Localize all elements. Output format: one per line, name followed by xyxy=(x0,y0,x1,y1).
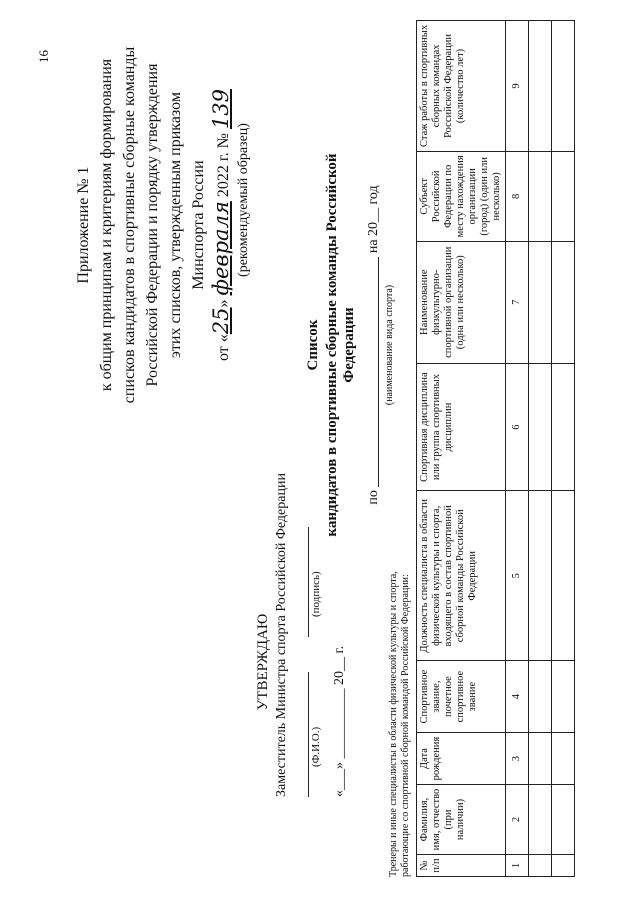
number-cell: 2 xyxy=(506,785,529,855)
sport-prefix: по xyxy=(366,490,381,505)
number-cell: 9 xyxy=(506,21,529,152)
header-cell: № п/п xyxy=(417,855,506,877)
signature-label: (подпись) xyxy=(310,571,322,617)
table-cell xyxy=(529,363,552,491)
table-cell xyxy=(529,241,552,363)
table-number-row xyxy=(506,21,529,877)
table-cell xyxy=(552,733,575,785)
approve-date: «___» __________ 20__ г. xyxy=(332,645,347,797)
sport-blank xyxy=(378,257,379,487)
table-cell xyxy=(529,785,552,855)
table-row xyxy=(529,21,552,877)
table-cell xyxy=(529,21,552,152)
title-line1: Список xyxy=(305,319,321,371)
appendix-line: списков кандидатов в спортивные сборные команды xyxy=(121,46,138,404)
header-cell: Фамилия, имя, отчество (при наличии) xyxy=(417,785,506,855)
header-cell: Должность специалиста в области физической культуры и спорта, входящего в состав спортивной сборной команды Российской Федерации xyxy=(417,491,506,661)
table-cell xyxy=(552,151,575,241)
sample-note: (рекомендуемый образец) xyxy=(236,123,251,277)
appendix-line: Минспорта России xyxy=(190,160,207,290)
number-cell: 8 xyxy=(506,151,529,241)
header-cell: Субъект Российской Федерации по месту нахождения организации (город) (один или несколько) xyxy=(417,151,506,241)
order-day: 25 xyxy=(209,307,233,335)
order-month: февраля xyxy=(209,201,233,296)
header-cell: Дата рождения xyxy=(417,733,506,785)
table-cell xyxy=(529,151,552,241)
fio-line xyxy=(308,672,309,797)
fio-label: (Ф.И.О.) xyxy=(310,726,322,767)
page-number: 16 xyxy=(36,50,51,63)
approve-title: УТВЕРЖДАЮ xyxy=(255,613,271,711)
table-cell xyxy=(529,855,552,877)
table-header-row xyxy=(417,21,506,877)
table-cell xyxy=(552,21,575,152)
number-cell: 6 xyxy=(506,363,529,491)
order-prefix: от « xyxy=(215,334,232,361)
order-number: 139 xyxy=(209,89,233,130)
header-cell: Стаж работы в спортивных сборных командах Российской Федерации (количество лет) xyxy=(417,21,506,152)
number-cell: 1 xyxy=(506,855,529,877)
trainer-note: Тренеры и иные специалисты в области физической культуры и спорта, работающие со спортивной сборной командой Российской Федерации: xyxy=(388,571,411,877)
approve-post: Заместитель Министра спорта Российской Федерации xyxy=(274,473,289,797)
number-cell: 4 xyxy=(506,661,529,733)
table-cell xyxy=(552,491,575,661)
number-cell: 3 xyxy=(506,733,529,785)
appendix-header xyxy=(72,15,235,435)
header-cell: Спортивное звание, почетное спортивное звание xyxy=(417,661,506,733)
table-cell xyxy=(552,363,575,491)
appendix-line: к общим принципам и критериям формирования xyxy=(98,58,115,392)
table-row xyxy=(552,21,575,877)
sport-label: (наименование вида спорта) xyxy=(384,284,395,406)
order-mid: » xyxy=(215,299,232,308)
signature-row xyxy=(296,527,330,797)
number-cell: 7 xyxy=(506,241,529,363)
order-line xyxy=(210,15,235,435)
order-year: 2022 г. № xyxy=(215,133,232,198)
sport-row xyxy=(366,135,382,555)
candidates-table xyxy=(416,20,575,877)
table-cell xyxy=(552,855,575,877)
appendix-title: Приложение № 1 xyxy=(75,166,92,284)
sport-suffix: на 20__ год xyxy=(366,185,381,254)
table-cell xyxy=(552,785,575,855)
header-cell: Спортивная дисциплина или группа спортивных дисциплин xyxy=(417,363,506,491)
appendix-line: Российской Федерации и порядку утверждения xyxy=(144,63,161,387)
document-title xyxy=(305,135,395,555)
number-cell: 5 xyxy=(506,491,529,661)
table-cell xyxy=(529,661,552,733)
title-line2: кандидатов в спортивные сборные команды Российской Федерации xyxy=(324,153,357,537)
appendix-line: этих списков, утвержденным приказом xyxy=(167,92,184,358)
table-cell xyxy=(552,241,575,363)
table-cell xyxy=(552,661,575,733)
header-cell: Наименование физкультурно-спортивной организации (одна или несколько) xyxy=(417,241,506,363)
table-cell xyxy=(529,491,552,661)
approve-block xyxy=(255,473,348,797)
table-cell xyxy=(529,733,552,785)
